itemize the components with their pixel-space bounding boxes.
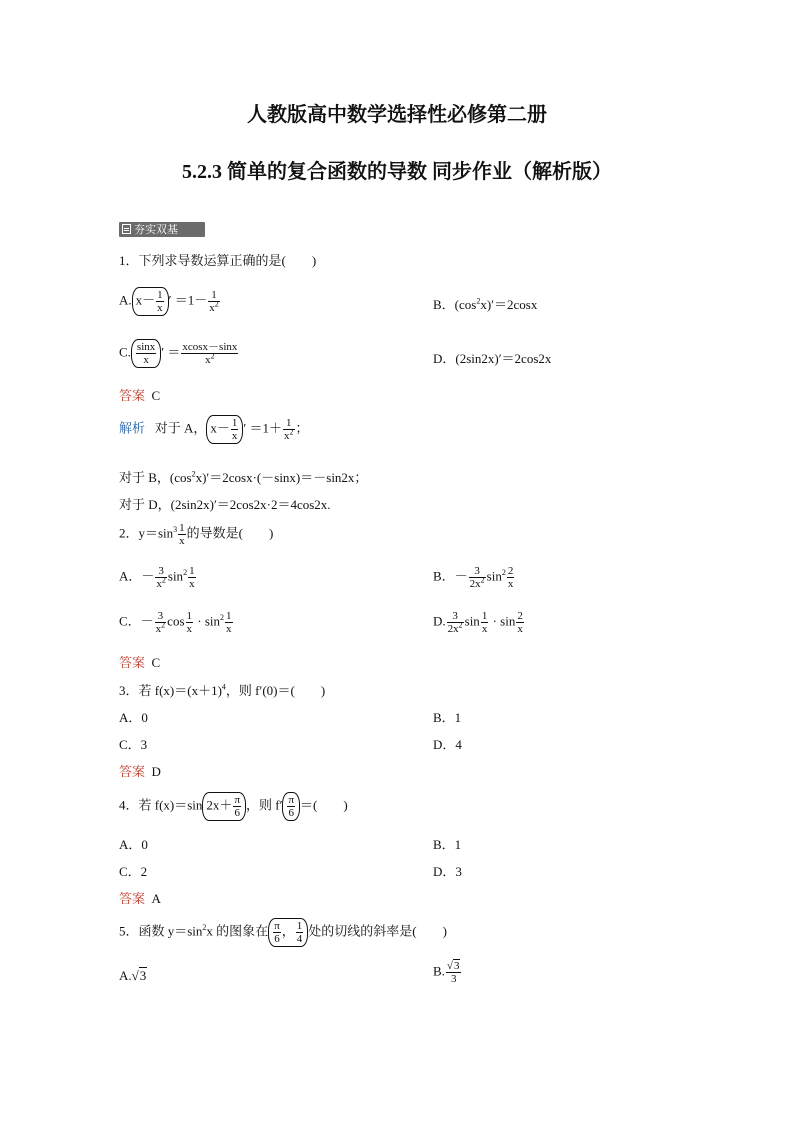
q3-answer-label: 答案 bbox=[119, 764, 146, 779]
q1-analysis-b1: 对于 B，(cos bbox=[119, 470, 192, 485]
q2-stem bbox=[119, 522, 273, 547]
q2-option-b bbox=[433, 565, 515, 590]
q1-answer-value: C bbox=[151, 388, 161, 403]
q3-stem-sup: 4 bbox=[221, 682, 226, 692]
q2-c-frac bbox=[155, 610, 167, 635]
q2-b-den: $2x^2$ bbox=[469, 575, 485, 590]
q5-num2: 1 bbox=[296, 920, 303, 932]
doc-subtitle: 5.2.3 简单的复合函数的导数 同步作业（解析版） bbox=[182, 161, 612, 183]
q1-a-frac bbox=[156, 289, 164, 314]
q5-a-radicand: 3 bbox=[139, 968, 147, 983]
q2-d-frac3 bbox=[516, 610, 524, 635]
q4-answer-label: 答案 bbox=[119, 891, 146, 906]
q4-option-d: D．3 bbox=[433, 864, 462, 879]
q2-c-den2: x bbox=[186, 623, 193, 635]
q1-option-b bbox=[433, 294, 537, 313]
q2-c-label: C．－ bbox=[119, 613, 154, 629]
q1-a-inner: x－ bbox=[135, 292, 156, 308]
q5-b-num: √3 bbox=[446, 960, 460, 972]
q1-c-num: sinx bbox=[136, 341, 156, 353]
q5-stem bbox=[119, 918, 447, 947]
q1-answer bbox=[119, 385, 160, 404]
q2-stem-frac bbox=[178, 522, 186, 547]
q1-analysis-end: ； bbox=[295, 420, 309, 436]
q2-c-frac2 bbox=[186, 610, 194, 635]
q5-stem-a: 5．函数 y＝sin bbox=[119, 923, 203, 939]
q5-frac bbox=[273, 920, 281, 945]
q2-stem-sup: 3 bbox=[173, 525, 178, 535]
q2-option-a bbox=[119, 565, 197, 590]
q1-option-c bbox=[119, 339, 239, 368]
q2-c-num3: 1 bbox=[226, 610, 232, 622]
q2-answer-label: 答案 bbox=[119, 655, 146, 670]
q1-b-text: B．(cos bbox=[433, 297, 477, 312]
q2-c-num: 3 bbox=[155, 610, 167, 623]
q4-option-a: A．0 bbox=[119, 837, 148, 852]
q2-d-den2: x bbox=[481, 623, 488, 635]
q3-answer-value: D bbox=[151, 764, 161, 779]
q2-c-num2: 1 bbox=[186, 610, 193, 622]
q4-stem bbox=[119, 792, 348, 821]
q2-stem-den: x bbox=[179, 535, 185, 547]
q2-a-num: 3 bbox=[155, 565, 167, 578]
q1-c-rnum: xcosx－sinx bbox=[182, 341, 238, 353]
q1-a-prime: ′ bbox=[168, 292, 172, 308]
q1-analysis-inner: x－ bbox=[210, 420, 230, 436]
q1-analysis-a-text: 对于 A， bbox=[154, 420, 207, 436]
q2-b-num: 3 bbox=[469, 565, 486, 578]
q1-a-eq: ＝1－ bbox=[174, 292, 208, 308]
q4-num: π bbox=[234, 794, 240, 806]
q2-a-den: $x^2$ bbox=[156, 575, 166, 590]
q2-stem-b: 的导数是( ) bbox=[186, 525, 274, 541]
q2-b-num2: 2 bbox=[507, 565, 514, 577]
q4-paren bbox=[202, 792, 246, 821]
q4-stem-c: ＝( ) bbox=[300, 797, 348, 813]
q1-analysis-paren bbox=[206, 415, 243, 444]
q1-analysis-prime: ′ bbox=[243, 420, 247, 436]
q4-paren2 bbox=[282, 792, 300, 821]
q5-option-b bbox=[433, 960, 462, 985]
q1-c-den: x bbox=[143, 354, 149, 366]
q2-b-label: B．－ bbox=[433, 568, 468, 584]
q1-analysis-b bbox=[119, 467, 367, 486]
q5-b-frac bbox=[446, 960, 462, 985]
q3-answer bbox=[119, 761, 161, 780]
section-tag bbox=[119, 222, 205, 237]
q3-stem-b: ，则 f′(0)＝( ) bbox=[225, 683, 326, 698]
q4-option-b: B．1 bbox=[433, 837, 462, 852]
q2-d-dot: · sin bbox=[489, 613, 516, 629]
q2-c-cos: cos bbox=[167, 613, 185, 629]
q3-option-b: B．1 bbox=[433, 710, 462, 725]
q1-a-paren bbox=[132, 287, 169, 316]
q4-stem-a: 4．若 f(x)＝sin bbox=[119, 797, 203, 813]
q1-analysis-d: 对于 D，(2sin2x)′＝2cos2x·2＝4cos2x. bbox=[119, 497, 331, 512]
q2-a-sin: sin bbox=[167, 568, 184, 584]
q5-stem-b: x 的图象在 bbox=[206, 923, 269, 939]
q2-d-num: 3 bbox=[447, 610, 464, 623]
q2-c-dot: · sin bbox=[194, 613, 221, 629]
q3-stem bbox=[119, 680, 325, 699]
q1-a-rnum: 1 bbox=[208, 289, 220, 302]
q4-answer bbox=[119, 888, 161, 907]
q5-num: π bbox=[274, 920, 280, 932]
q5-b-label: B. bbox=[433, 963, 445, 979]
q1-a-label: A. bbox=[119, 292, 132, 308]
q2-b-den2: x bbox=[507, 578, 514, 590]
q2-option-d bbox=[433, 610, 525, 635]
q2-b-frac bbox=[469, 565, 486, 590]
q2-d-num3: 2 bbox=[517, 610, 523, 622]
q4-inner: 2x＋ bbox=[206, 797, 233, 813]
q2-c-den3: x bbox=[226, 623, 232, 635]
q1-analysis-den: x bbox=[231, 430, 238, 442]
q3-option-d: D．4 bbox=[433, 737, 462, 752]
q4-frac bbox=[233, 794, 241, 819]
q1-analysis-frac bbox=[231, 417, 239, 442]
q3-option-c: C．3 bbox=[119, 737, 148, 752]
q1-c-paren bbox=[131, 339, 161, 368]
q4-frac2 bbox=[287, 794, 295, 819]
q1-option-a bbox=[119, 287, 221, 316]
section-tag-label: 夯实双基 bbox=[134, 223, 178, 236]
q1-c-rfrac bbox=[181, 341, 238, 366]
q5-stem-c: 处的切线的斜率是( ) bbox=[308, 923, 447, 939]
q1-a-rfrac bbox=[208, 289, 220, 314]
q2-d-label: D. bbox=[433, 613, 446, 629]
q2-stem-a: 2．y＝sin bbox=[119, 525, 174, 541]
q1-b-rest: x)′＝2cosx bbox=[480, 297, 538, 312]
q2-a-frac2 bbox=[188, 565, 196, 590]
q2-stem-num: 1 bbox=[179, 522, 185, 534]
q1-analysis-num: 1 bbox=[231, 417, 238, 429]
q2-d-frac2 bbox=[481, 610, 489, 635]
q2-a-num2: 1 bbox=[189, 565, 195, 577]
q2-answer bbox=[119, 652, 160, 671]
q5-den: 6 bbox=[274, 933, 280, 945]
q2-b-frac2 bbox=[507, 565, 515, 590]
q5-a-label: A. bbox=[119, 968, 132, 983]
q1-analysis-rden: $x^2$ bbox=[284, 427, 294, 442]
q1-answer-label: 答案 bbox=[119, 388, 146, 403]
q1-analysis-a bbox=[119, 415, 309, 444]
q5-comma: ， bbox=[281, 923, 295, 939]
q2-c-frac3 bbox=[225, 610, 233, 635]
q2-c-sup: 2 bbox=[220, 613, 225, 623]
q2-a-sup: 2 bbox=[183, 568, 188, 578]
q2-d-sin: sin bbox=[464, 613, 480, 629]
q2-d-den3: x bbox=[517, 623, 523, 635]
q1-analysis-b2: x)′＝2cosx·(－sinx)＝－sin2x； bbox=[195, 470, 368, 485]
q5-paren bbox=[268, 918, 308, 947]
q5-frac2 bbox=[296, 920, 304, 945]
q4-num2: π bbox=[288, 794, 294, 806]
q1-c-eq: ＝ bbox=[167, 344, 181, 360]
q1-a-rden: $x^2$ bbox=[209, 299, 219, 314]
q5-den2: 4 bbox=[296, 933, 303, 945]
q1-c-label: C. bbox=[119, 344, 131, 360]
q2-a-frac bbox=[155, 565, 167, 590]
q1-stem: 1．下列求导数运算正确的是( ) bbox=[119, 253, 317, 268]
q4-stem-b: ，则 f′ bbox=[246, 797, 283, 813]
q5-stem-sup: 2 bbox=[202, 923, 207, 933]
q2-a-label: A．－ bbox=[119, 568, 155, 584]
q1-c-prime: ′ bbox=[161, 344, 165, 360]
q1-analysis-b-sup: 2 bbox=[191, 469, 196, 479]
q2-d-frac bbox=[447, 610, 464, 635]
q2-answer-value: C bbox=[151, 655, 161, 670]
q4-answer-value: A bbox=[151, 891, 161, 906]
q1-a-den: x bbox=[157, 302, 163, 314]
q3-stem-a: 3．若 f(x)＝(x＋1) bbox=[119, 683, 222, 698]
q2-option-c bbox=[119, 610, 234, 635]
q1-b-sup: 2 bbox=[476, 296, 481, 306]
q5-b-den: 3 bbox=[450, 973, 457, 985]
q1-analysis-rnum: 1 bbox=[283, 417, 295, 430]
q1-analysis-rfrac bbox=[283, 417, 295, 442]
q1-analysis-eq: ＝1＋ bbox=[249, 420, 283, 436]
q2-d-num2: 1 bbox=[481, 610, 488, 622]
q4-den2: 6 bbox=[288, 807, 294, 819]
q2-d-den: $2x^2$ bbox=[447, 620, 463, 635]
q1-analysis-label: 解析 bbox=[119, 420, 146, 436]
q4-option-c: C．2 bbox=[119, 864, 148, 879]
document-icon bbox=[122, 224, 131, 234]
q1-a-num: 1 bbox=[157, 289, 163, 301]
doc-title: 人教版高中数学选择性必修第二册 bbox=[247, 104, 547, 126]
q4-den: 6 bbox=[234, 807, 240, 819]
q1-c-frac bbox=[136, 341, 156, 366]
q1-option-d: D．(2sin2x)′＝2cos2x bbox=[433, 351, 552, 366]
q2-a-den2: x bbox=[189, 578, 195, 590]
q1-c-rden: $x^2$ bbox=[205, 351, 215, 366]
q3-option-a: A．0 bbox=[119, 710, 148, 725]
q2-b-sup: 2 bbox=[501, 568, 506, 578]
q2-b-sin: sin bbox=[486, 568, 502, 584]
q5-option-a: A.√3 bbox=[119, 968, 147, 983]
q2-c-den: $x^2$ bbox=[155, 620, 166, 635]
